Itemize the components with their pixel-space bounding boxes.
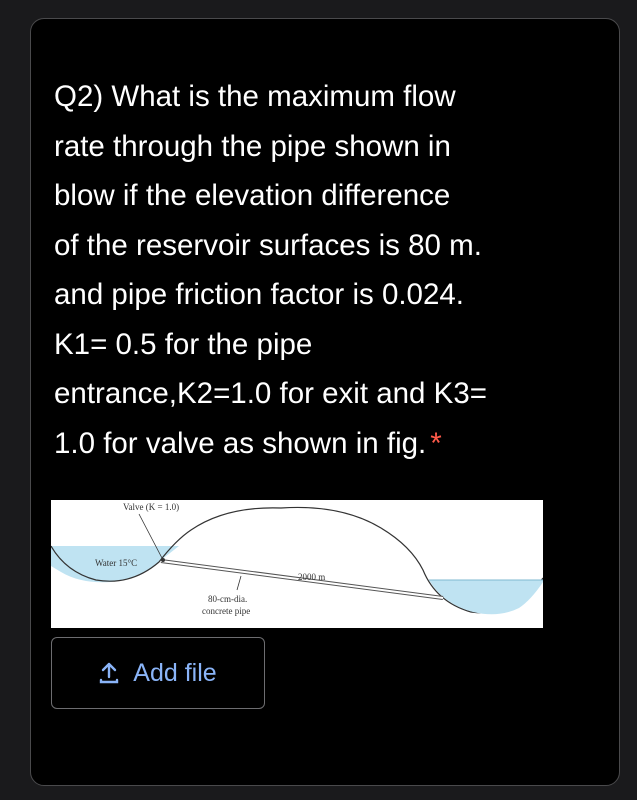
- question-line: entrance,K2=1.0 for exit and K3=: [54, 377, 487, 410]
- pipe-diameter-label: 80-cm-dia.: [208, 594, 248, 604]
- reservoir-pipe-diagram: [51, 500, 543, 628]
- water-label: Water 15°C: [95, 558, 138, 568]
- question-line: blow if the elevation difference: [54, 179, 451, 212]
- pipe-material-label: concrete pipe: [202, 606, 251, 616]
- upload-icon: [99, 662, 119, 684]
- question-figure: [51, 500, 543, 628]
- question-line: and pipe friction factor is 0.024.: [54, 278, 464, 311]
- pipe-label-leader: [237, 576, 241, 590]
- question-line-text: 1.0 for valve as shown in fig.: [54, 426, 427, 460]
- valve-marker: [161, 558, 165, 562]
- add-file-button[interactable]: [51, 637, 265, 709]
- question-line-last: [54, 419, 574, 469]
- question-line: K1= 0.5 for the pipe: [54, 327, 313, 361]
- right-reservoir-water: [429, 580, 543, 614]
- pipe-length-label: 2000 m: [298, 572, 326, 582]
- required-asterisk: *: [430, 426, 442, 460]
- valve-label: Valve (K = 1.0): [123, 502, 180, 512]
- add-file-label: Add file: [133, 658, 217, 687]
- question-line: Q2) What is the maximum flow: [54, 80, 456, 113]
- question-line: of the reservoir surfaces is 80 m.: [54, 228, 482, 262]
- question-text: [54, 72, 574, 468]
- question-line: rate through the pipe shown in: [54, 129, 451, 163]
